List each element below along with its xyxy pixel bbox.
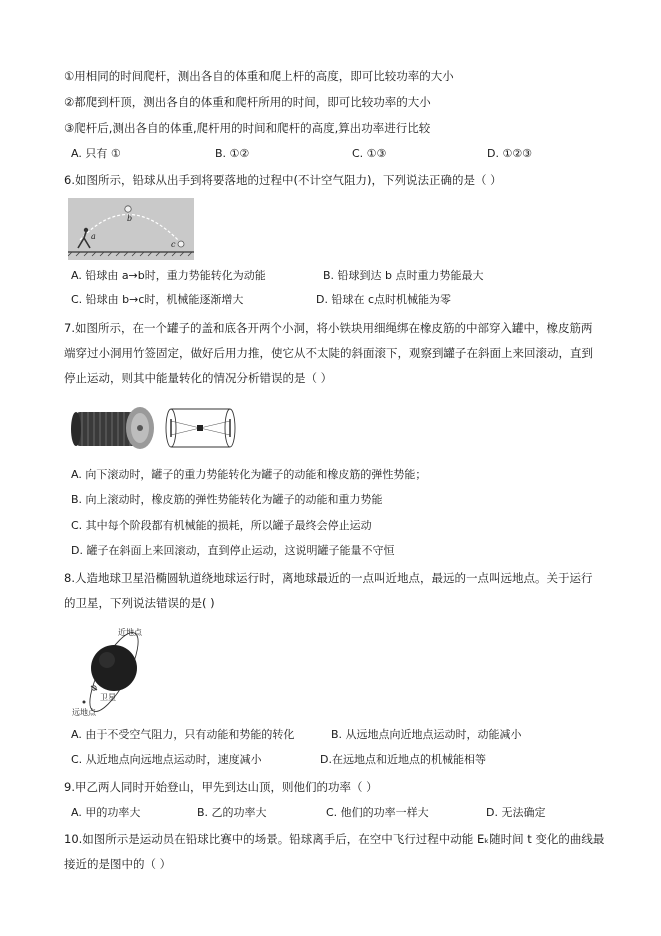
q7-rolling-can-photo bbox=[70, 402, 160, 454]
q6-stem: 6.如图所示，铅球从出手到将要落地的过程中(不计空气阻力)，下列说法正确的是（ ） bbox=[64, 173, 502, 187]
q7-option-a[interactable]: A. 向下滚动时，罐子的重力势能转化为罐子的动能和橡皮筋的弹性势能； bbox=[71, 468, 427, 481]
q6-option-a[interactable]: A. 铅球由 a→b时，重力势能转化为动能 bbox=[71, 269, 266, 282]
q6-label-b: b bbox=[127, 214, 133, 223]
q9-option-c[interactable]: C. 他们的功率一样大 bbox=[326, 806, 429, 819]
q8-option-d[interactable]: D.在远地点和近地点的机械能相等 bbox=[320, 753, 486, 766]
q8-label-satellite: 卫星 bbox=[100, 693, 116, 702]
q9-option-d[interactable]: D. 无法确定 bbox=[486, 806, 546, 819]
q8-option-c[interactable]: C. 从近地点向远地点运动时，速度减小 bbox=[71, 753, 262, 766]
q8-option-a[interactable]: A. 由于不受空气阻力，只有动能和势能的转化 bbox=[71, 728, 295, 741]
q5-option-b[interactable]: B. ①② bbox=[215, 147, 250, 160]
q5-option-c[interactable]: C. ①③ bbox=[352, 147, 387, 160]
q7-option-c[interactable]: C. 其中每个阶段都有机械能的损耗，所以罐子最终会停止运动 bbox=[71, 519, 372, 532]
q5-option-d[interactable]: D. ①②③ bbox=[487, 147, 533, 160]
q5-statement-2: ②都爬到杆顶，测出各自的体重和爬杆所用的时间，即可比较功率的大小 bbox=[64, 95, 431, 109]
q6-label-c: c bbox=[171, 240, 176, 249]
q6-option-d[interactable]: D. 铅球在 c点时机械能为零 bbox=[316, 293, 452, 306]
q8-satellite-orbit-figure bbox=[70, 622, 170, 718]
q7-stem-line-1: 7.如图所示，在一个罐子的盖和底各开两个小洞，将小铁块用细绳绑在橡皮筋的中部穿入罐中，橡皮筋两 bbox=[64, 321, 593, 335]
q6-option-b[interactable]: B. 铅球到达 b 点时重力势能最大 bbox=[323, 269, 484, 282]
q8-label-perigee: 近地点 bbox=[118, 628, 142, 637]
q6-label-a: a bbox=[91, 232, 96, 241]
q7-stem-line-3: 停止运动，则其中能量转化的情况分析错误的是（ ） bbox=[64, 371, 333, 385]
q8-stem-line-2: 的卫星，下列说法错误的是( ) bbox=[64, 596, 215, 610]
q5-option-a[interactable]: A. 只有 ① bbox=[71, 147, 121, 160]
q8-option-b[interactable]: B. 从远地点向近地点运动时，动能减小 bbox=[331, 728, 522, 741]
q8-stem-line-1: 8.人造地球卫星沿椭圆轨道绕地球运行时，离地球最近的一点叫近地点，最远的一点叫远地点。关于运行 bbox=[64, 571, 593, 585]
q6-option-c[interactable]: C. 铅球由 b→c时，机械能逐渐增大 bbox=[71, 293, 244, 306]
q7-option-b[interactable]: B. 向上滚动时，橡皮筋的弹性势能转化为罐子的动能和重力势能 bbox=[71, 493, 383, 506]
q7-stem-line-2: 端穿过小洞用竹签固定，做好后用力推，使它从不太陡的斜面滚下，观察到罐子在斜面上来回滚动，直到 bbox=[64, 346, 593, 360]
q10-stem-line-1: 10.如图所示是运动员在铅球比赛中的场景。铅球离手后，在空中飞行过程中动能 Eₖ随时间 t 变化的曲线最 bbox=[64, 832, 605, 846]
q9-option-a[interactable]: A. 甲的功率大 bbox=[71, 806, 141, 819]
q5-statement-3: ③爬杆后,测出各自的体重,爬杆用的时间和爬杆的高度,算出功率进行比较 bbox=[64, 121, 431, 135]
q7-can-diagram bbox=[165, 405, 237, 451]
q9-option-b[interactable]: B. 乙的功率大 bbox=[197, 806, 267, 819]
q10-stem-line-2: 接近的是图中的（ ） bbox=[64, 857, 172, 871]
q6-shot-put-figure bbox=[68, 198, 194, 260]
q9-stem: 9.甲乙两人同时开始登山，甲先到达山顶，则他们的功率（ ） bbox=[64, 780, 378, 794]
q5-statement-1: ①用相同的时间爬杆，测出各自的体重和爬上杆的高度，即可比较功率的大小 bbox=[64, 69, 454, 83]
q8-label-apogee: 远地点 bbox=[72, 708, 96, 717]
q7-option-d[interactable]: D. 罐子在斜面上来回滚动，直到停止运动，这说明罐子能量不守恒 bbox=[71, 544, 395, 557]
